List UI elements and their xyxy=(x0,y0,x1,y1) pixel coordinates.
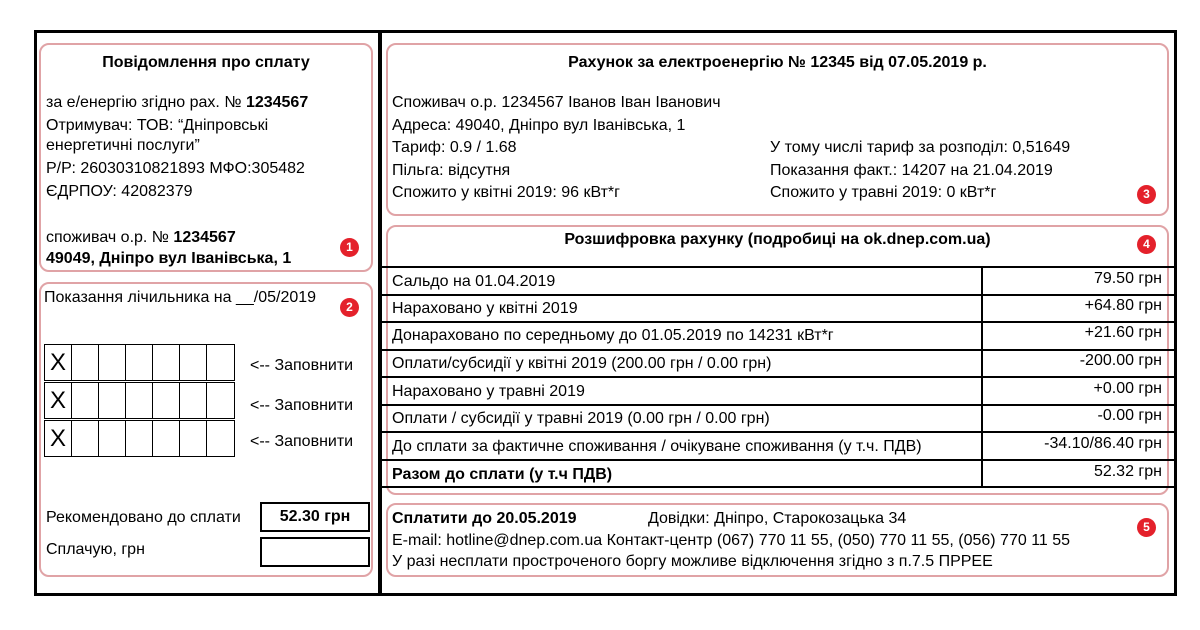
table-line xyxy=(382,404,1177,406)
notice-consumer-address: 49049, Дніпро вул Іванівська, 1 xyxy=(46,250,292,267)
notice-invoice-line xyxy=(46,93,308,113)
bill-consumed-may: Спожито у травні 2019: 0 кВт*г xyxy=(770,184,997,201)
table-row-label: Оплати / субсидії у травні 2019 (0.00 грн / 0.00 грн) xyxy=(392,410,770,427)
paying-label: Сплачую, грн xyxy=(46,541,145,558)
meter-digit-input[interactable] xyxy=(99,345,126,380)
meter-digit-input[interactable] xyxy=(153,421,180,456)
bill-benefit: Пільга: відсутня xyxy=(392,162,511,179)
notice-account: Р/Р: 26030310821893 МФО:305482 xyxy=(46,160,305,177)
bill-consumer: Споживач о.р. 1234567 Іванов Іван Іванович xyxy=(392,94,721,111)
table-line xyxy=(382,431,1177,433)
meter-digit-input[interactable] xyxy=(126,383,153,418)
paying-input[interactable] xyxy=(260,537,370,567)
table-row-label: Нараховано у травні 2019 xyxy=(392,383,585,400)
footer-warning: У разі несплати простроченого боргу можливе відключення згідно з п.7.5 ПРРЕЕ xyxy=(392,553,993,570)
meter-title: Показання лічильника на __/05/2019 xyxy=(44,289,317,306)
table-row-value: -200.00 грн xyxy=(1079,352,1162,369)
notice-title: Повідомлення про сплату xyxy=(102,54,310,71)
meter-digit-input[interactable] xyxy=(180,421,207,456)
table-row-label: Нараховано у квітні 2019 xyxy=(392,300,578,317)
meter-digit-mark: X xyxy=(45,421,72,456)
table-row-value: -0.00 грн xyxy=(1097,407,1162,424)
notice-consumer-number: 1234567 xyxy=(173,229,236,246)
notice-invoice-prefix: за е/енергію згідно рах. № xyxy=(46,94,242,111)
notice-recipient-2: енергетичні послуги” xyxy=(46,137,200,154)
recommended-value: 52.30 грн xyxy=(260,502,370,532)
table-line xyxy=(382,376,1177,378)
table-row-value: -34.10/86.40 грн xyxy=(1044,435,1162,452)
meter-digit-input[interactable] xyxy=(153,383,180,418)
table-column-divider xyxy=(981,266,983,488)
footer-info: Довідки: Дніпро, Старокозацька 34 xyxy=(648,510,907,527)
bill-title: Рахунок за електроенергію № 12345 від 07.05.2019 р. xyxy=(568,54,987,71)
notice-recipient-1: Отримувач: ТОВ: “Дніпровські xyxy=(46,117,269,134)
badge-4: 4 xyxy=(1137,235,1156,254)
meter-digit-input[interactable] xyxy=(180,383,207,418)
vertical-divider xyxy=(378,30,382,596)
table-row-value: +64.80 грн xyxy=(1084,297,1162,314)
meter-digit-input[interactable] xyxy=(99,383,126,418)
meter-digit-input[interactable] xyxy=(126,345,153,380)
meter-digit-input[interactable] xyxy=(207,383,234,418)
meter-digit-input[interactable] xyxy=(99,421,126,456)
table-line xyxy=(382,321,1177,323)
meter-hint-3: <-- Заповнити xyxy=(250,433,354,450)
table-row-label: Сальдо на 01.04.2019 xyxy=(392,273,556,290)
meter-hint-1: <-- Заповнити xyxy=(250,357,354,374)
meter-digit-input[interactable] xyxy=(180,345,207,380)
table-row-label: Донараховано по середньому до 01.05.2019 по 14231 кВт*г xyxy=(392,327,834,344)
bill-address: Адреса: 49040, Дніпро вул Іванівська, 1 xyxy=(392,117,686,134)
notice-invoice-number: 1234567 xyxy=(245,94,309,111)
table-line xyxy=(382,486,1177,488)
meter-digit-input[interactable] xyxy=(72,421,99,456)
bill-distribution-tariff: У тому числі тариф за розподіл: 0,51649 xyxy=(770,139,1071,156)
notice-edrpou: ЄДРПОУ: 42082379 xyxy=(46,183,193,200)
meter-digit-mark: X xyxy=(45,383,72,418)
meter-row-1 xyxy=(44,344,235,381)
badge-5: 5 xyxy=(1137,518,1156,537)
badge-3: 3 xyxy=(1137,185,1156,204)
table-total-label: Разом до сплати (у т.ч ПДВ) xyxy=(392,466,613,483)
meter-row-2 xyxy=(44,382,235,419)
table-row-value: +0.00 грн xyxy=(1093,380,1162,397)
bill-consumed-april: Спожито у квітні 2019: 96 кВт*г xyxy=(392,184,620,201)
table-line xyxy=(382,349,1177,351)
meter-digit-input[interactable] xyxy=(207,345,234,380)
recommended-label: Рекомендовано до сплати xyxy=(46,509,241,526)
meter-digit-input[interactable] xyxy=(72,383,99,418)
bill-tariff: Тариф: 0.9 / 1.68 xyxy=(392,139,517,156)
meter-digit-input[interactable] xyxy=(72,345,99,380)
table-row-label: До сплати за фактичне споживання / очікуване споживання (у т.ч. ПДВ) xyxy=(392,438,922,455)
notice-consumer-line xyxy=(46,228,236,248)
meter-digit-input[interactable] xyxy=(126,421,153,456)
bill-reading-actual: Показання факт.: 14207 на 21.04.2019 xyxy=(770,162,1053,179)
notice-consumer-prefix: споживач о.р. № xyxy=(46,229,169,246)
footer-contacts: E-mail: hotline@dnep.com.ua Контакт-центр (067) 770 11 55, (050) 770 11 55, (056) 770 11 55 xyxy=(392,532,1071,549)
meter-digit-input[interactable] xyxy=(153,345,180,380)
details-title: Розшифровка рахунку (подробиці на ok.dnep.com.ua) xyxy=(564,231,991,248)
table-line xyxy=(382,294,1177,296)
table-line xyxy=(382,459,1177,461)
table-row-label: Оплати/субсидії у квітні 2019 (200.00 грн / 0.00 грн) xyxy=(392,355,772,372)
meter-hint-2: <-- Заповнити xyxy=(250,397,354,414)
table-total-value: 52.32 грн xyxy=(1093,463,1162,480)
table-line xyxy=(382,266,1177,268)
badge-2: 2 xyxy=(340,298,359,317)
meter-digit-mark: X xyxy=(45,345,72,380)
badge-1: 1 xyxy=(340,238,359,257)
table-row-value: 79.50 грн xyxy=(1093,270,1162,287)
table-row-value: +21.60 грн xyxy=(1084,324,1162,341)
meter-digit-input[interactable] xyxy=(207,421,234,456)
footer-pay-by: Сплатити до 20.05.2019 xyxy=(392,510,577,527)
meter-row-3 xyxy=(44,420,235,457)
